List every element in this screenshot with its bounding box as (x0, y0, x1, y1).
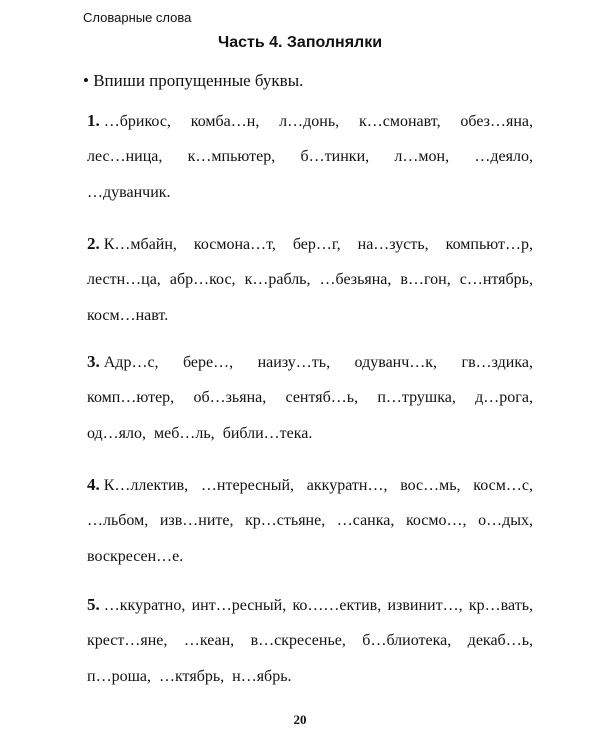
word-blank: …ктябрь, (158, 668, 225, 685)
exercise-number: 2. (87, 234, 100, 253)
exercise-5 (87, 595, 533, 705)
exercise-line (87, 148, 533, 185)
page-number: 20 (293, 712, 307, 727)
exercise-number: 4. (87, 475, 100, 494)
word-blank: в…гон, (400, 270, 451, 288)
exercise-line (87, 307, 533, 344)
instruction-text: • Впиши пропущенные буквы. (83, 71, 304, 90)
word-blank: аккуратн…, (306, 477, 388, 494)
word-blank: сентяб…ь, (285, 388, 359, 406)
exercise-line (87, 668, 533, 705)
word-blank: косм…с, (473, 477, 533, 494)
word-blank: …деяло, (474, 147, 533, 165)
word-blank: крест…яне, (87, 631, 168, 649)
word-blank: 4. К…ллектив, (87, 475, 189, 494)
word-blank: обез…яна, (460, 113, 533, 130)
word-blank: лестн…ца, (87, 270, 161, 288)
word-blank: вос…мь, (400, 477, 461, 494)
word-blank: к…смонавт, (358, 113, 441, 130)
word-blank: 3. Адр…с, (87, 352, 159, 371)
word-blank: 2. К…мбайн, (87, 234, 177, 253)
word-blank: гв…здика, (461, 354, 533, 371)
word-blank: о…дых, (478, 511, 533, 529)
word-blank: бере…, (183, 354, 234, 371)
exercise-line (87, 548, 533, 585)
word-blank: комп…ютер, (87, 388, 175, 406)
word-blank: космо…, (405, 511, 467, 529)
exercise-1 (87, 111, 533, 221)
word-blank: косм…навт. (87, 307, 169, 324)
word-blank: бер…г, (292, 236, 341, 253)
word-blank: декаб…ь, (467, 631, 533, 649)
word-blank: 5. …ккуратно, (87, 595, 186, 614)
exercise-line (87, 595, 533, 632)
word-blank: инт…ресный, (191, 597, 287, 614)
word-blank: библи…тека. (222, 425, 313, 442)
word-blank: кр…вать, (468, 597, 533, 614)
word-blank: на…зусть, (357, 236, 429, 253)
word-blank: …льбом, (87, 511, 149, 529)
exercise-number: 3. (87, 352, 100, 371)
word-blank: наизу…ть, (257, 354, 331, 371)
word-blank: в…скресенье, (250, 631, 346, 649)
word-blank: п…трушка, (377, 388, 456, 406)
word-blank: воскресен…е. (87, 548, 184, 565)
exercise-line (87, 271, 533, 308)
page-title: Часть 4. Заполнялки (217, 34, 383, 51)
word-blank: ко……ектив, (292, 597, 382, 614)
word-blank: 1. …брикос, (87, 111, 171, 130)
word-blank: п…роша, (87, 668, 151, 685)
word-blank: к…мпьютер, (187, 147, 276, 165)
word-blank: од…яло, (87, 425, 147, 442)
word-blank: …дуванчик. (87, 184, 171, 201)
word-blank: …нтересный, (200, 477, 295, 494)
word-blank: …санка, (336, 511, 395, 529)
word-blank: лес…ница, (87, 147, 163, 165)
word-blank: меб…ль, (154, 425, 215, 442)
word-blank: л…мон, (394, 147, 450, 165)
exercise-line (87, 234, 533, 271)
word-blank: б…тинки, (300, 147, 370, 165)
word-blank: к…рабль, (244, 270, 311, 288)
word-blank: б…блиотека, (362, 631, 452, 649)
exercise-line (87, 512, 533, 549)
exercise-line (87, 475, 533, 512)
exercise-line (87, 389, 533, 426)
exercise-4 (87, 475, 533, 585)
page-header: Словарные слова (83, 10, 192, 25)
word-blank: кр…стьяне, (245, 511, 326, 529)
exercise-line (87, 352, 533, 389)
exercise-2 (87, 234, 533, 344)
word-blank: …кеан, (183, 631, 235, 649)
word-blank: компьют…р, (445, 236, 533, 253)
exercise-number: 5. (87, 595, 100, 614)
word-blank: …безьяна, (319, 270, 392, 288)
word-blank: комба…н, (190, 113, 260, 130)
word-blank: л…донь, (279, 113, 340, 130)
word-blank: д…рога, (475, 388, 533, 406)
exercise-line (87, 425, 533, 462)
word-blank: одуванч…к, (354, 354, 438, 371)
exercise-number: 1. (87, 111, 100, 130)
exercise-line (87, 111, 533, 148)
word-blank: абр…кос, (169, 270, 236, 288)
exercise-3 (87, 352, 533, 462)
word-blank: изв…ните, (159, 511, 234, 529)
exercise-line (87, 632, 533, 669)
exercise-line (87, 184, 533, 221)
word-blank: с…нтябрь, (459, 270, 533, 288)
word-blank: н…ябрь. (232, 668, 292, 685)
word-blank: извинит…, (387, 597, 463, 614)
word-blank: космона…т, (193, 236, 276, 253)
word-blank: об…зьяна, (193, 388, 267, 406)
